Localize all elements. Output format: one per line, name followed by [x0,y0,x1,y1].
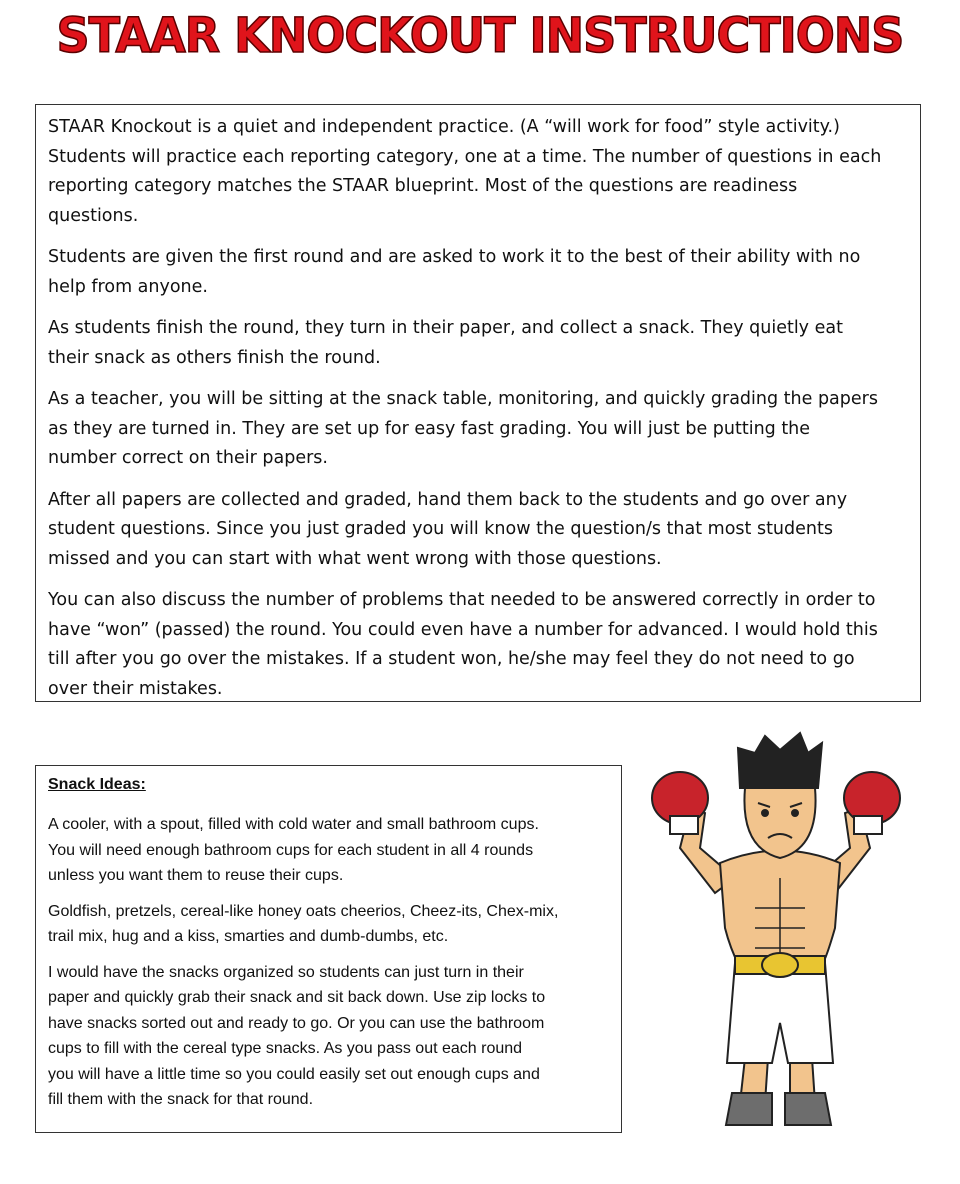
text-line: their snack as others finish the round. [48,347,381,368]
paragraph [48,586,920,704]
page-title: STAAR KNOCKOUT INSTRUCTIONS [56,6,904,64]
text-line: I would have the snacks organized so students can just turn in their [48,963,524,981]
text-line: as they are turned in. They are set up for easy fast grading. You will just be putting the [48,418,811,439]
text-line: A cooler, with a spout, filled with cold water and small bathroom cups. [48,816,539,833]
paragraph [48,243,920,302]
text-line: help from anyone. [48,276,208,297]
paragraph [48,899,621,950]
text-line: till after you go over the mistakes. If a student won, he/she may feel they do not need to go [48,649,855,669]
paragraph [48,113,920,231]
paragraph [48,385,920,474]
text-line: Students are given the first round and are asked to work it to the best of their ability with no [48,247,861,267]
text-line: have “won” (passed) the round. You could even have a number for advanced. I would hold this [48,619,878,640]
text-line: have snacks sorted out and ready to go. Or you can use the bathroom [48,1014,545,1032]
instructions-box [35,104,921,702]
text-line: Goldfish, pretzels, cereal-like honey oats cheerios, Cheez-its, Chex-mix, [48,902,559,920]
paragraph [48,960,621,1113]
text-line: As a teacher, you will be sitting at the snack table, monitoring, and quickly grading the papers [48,389,878,409]
text-line: missed and you can start with what went wrong with those questions. [48,548,662,569]
snack-ideas-heading: Snack Ideas: [48,776,146,793]
text-line: You will need enough bathroom cups for each student in all 4 rounds [48,841,534,859]
text-line: number correct on their papers. [48,448,328,468]
snack-ideas-box [35,765,622,1133]
paragraph [48,314,920,373]
text-line: paper and quickly grab their snack and sit back down. Use zip locks to [48,989,546,1006]
text-line: As students finish the round, they turn in their paper, and collect a snack. They quietly eat [48,318,843,338]
text-line: After all papers are collected and graded, hand them back to the students and go over any [48,489,848,510]
paragraph [48,812,621,889]
text-line: cups to fill with the cereal type snacks. As you pass out each round [48,1040,523,1057]
text-line: Students will practice each reporting category, one at a time. The number of questions in each [48,146,882,167]
paragraph [48,486,920,575]
text-line: trail mix, hug and a kiss, smarties and dumb-dumbs, etc. [48,928,449,945]
text-line: STAAR Knockout is a quiet and independent practice. (A “will work for food” style activity.) [48,117,840,137]
text-line: student questions. Since you just graded you will know the question/s that most students [48,519,833,539]
text-line: reporting category matches the STAAR blueprint. Most of the questions are readiness [48,176,798,196]
text-line: over their mistakes. [48,678,223,699]
boxer-illustration [640,728,910,1133]
text-line: fill them with the snack for that round. [48,1091,314,1108]
text-line: You can also discuss the number of problems that needed to be answered correctly in order to [48,590,876,610]
text-line: questions. [48,205,139,226]
text-line: unless you want them to reuse their cups. [48,867,344,884]
text-line: you will have a little time so you could easily set out enough cups and [48,1065,540,1083]
